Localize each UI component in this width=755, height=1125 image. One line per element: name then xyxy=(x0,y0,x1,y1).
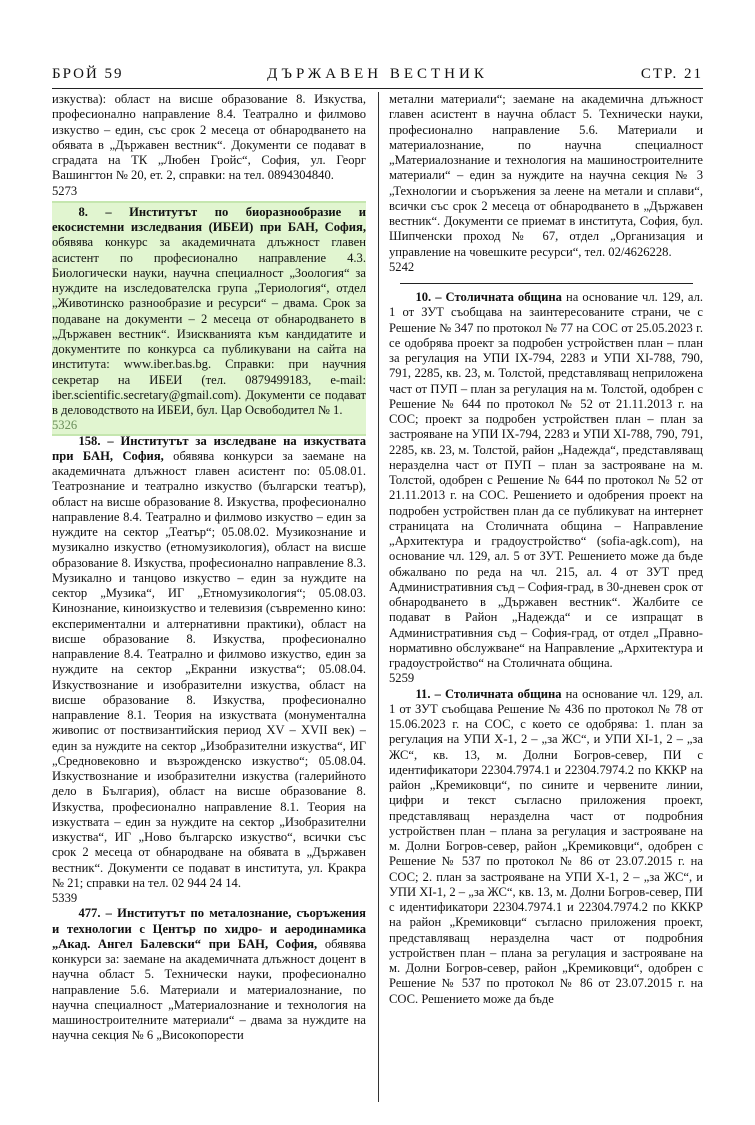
highlighted-announcement xyxy=(52,203,366,434)
page-number: СТР. 21 xyxy=(640,66,703,82)
announcement-lead: 11. – Столичната община xyxy=(415,686,562,701)
right-column xyxy=(389,92,703,1104)
announcement-art-institute xyxy=(52,434,366,892)
page-header xyxy=(52,66,703,86)
announcement-body: обявява конкурси за заемане на академичната длъжност главен асистент по: 05.08.01. Театрознание и театрално изкуство (български театър), област на висше образование 8. Изкуства, професионално направление 8.4. Театрално и филмово изкуство – един за нуждите на сектор „Театър“; 05.08.02. Музикознание и музикално изкуство (етномузикология), област на висше образование 8. Изкуства, професионално направление 8.3. Музикално и танцово изкуство – един за нуждите на сектор „Музика“, ИГ „Етномузикология“; 05.08.03. Кинознание, киноизкуство и телевизия (съвременно кино: експериментални и алтернативни практики), област на висше образование 8. Изкуства, професионално направление 8.4. Театрално и филмово изкуство, един за нуждите на сектор „Екранни изкуства“; 05.08.04. Изкуствознание и изобразителни изкуства, област на висше образование 8. Изкуства, професионално направление 8.1. Теория на изкуствата (монументална живопис от поствизантийския период XV – XVII век) – един за нуждите на сектор „Изобразителни изкуства“, ИГ „Средновековно и възрожденско изкуство“; 05.08.04. Изкуствознание и изобразителни изкуства (галерийното дело в България), област на висше образование 8. Изкуства, професионално направление 8.1. Теория на изкуствата – един за нуждите на сектор „Изобразителни изкуства“, ИГ „Ново българско изкуство“, всички със срок 2 месеца от обнародване на обявата в „Държавен вестник“. Документи се подават в института, ул. Кракра № 21; справки на тел. 02 944 24 14. xyxy=(52,448,366,890)
issue-number: БРОЙ 59 xyxy=(52,66,124,82)
announcement-number: 5259 xyxy=(389,671,415,686)
announcement-body: на основание чл. 129, ал. 1 от ЗУТ съобщава на заинтересованите страни, че с Решение № 347 по протокол № 77 на СОС от 25.05.2023 г. се одобрява проект за подробен устройствен план – план за регулация на УПИ IX-794, 2283 и УПИ XI-788, 790, 791, 2285, кв. 23, м. Толстой, представляващ неприложена част от ПУП – план за регулация на м. Толстой, одобрен с Решение № 644 по протокол № 52 от 21.11.2013 г. на СОС; проект за подробен устройствен план – план за застрояване на УПИ IX-794, 2283 и УПИ XI-788, 790, 791, 2285, кв. 23, м. Толстой, район „Надежда“, представляващ неразделна част от ПУП – план за застрояване на м. Толстой, одобрен с Решение № 644 по протокол № 52 от 21.11.2013 г. на СОС. Решението и одобрения проект на подробен устройствен план да се публикуват на интернет страницата на Столичната община – Направление „Архитектура и градоустройство“ (sofia-agk.com), на основание чл. 129, ал. 5 от ЗУТ. Решението може да бъде обжалвано по реда на чл. 215, ал. 4 от ЗУТ пред Административния съд – София-град, в 30-дневен срок от обнародването в „Държавен вестник“. Жалбите се подават в Район „Надежда“ и се изпращат в Административния съд – София-град, от отдел „Правно-нормативно обслужване“ на Направление „Архитектура и градоустройство“ на Столичната община. xyxy=(389,290,703,670)
announcement-lead: 158. – Институтът за изследване на изкуствата при БАН, София, xyxy=(52,433,366,463)
announcement-number: 5242 xyxy=(389,259,415,274)
announcement-body: обявява конкурс за академичната длъжност главен асистент по професионално направление 4.3. Биологически науки, научна специалност „Зоология“ за нуждите на изследователска група „Териология“, отдел „Животинско разнообразие и ресурси“ – двама. Срок за подаване на документи – 2 месеца от обнародването в „Държавен вестник“. Изискванията към кандидатите и документите по конкурса са публикувани на сайта на института: www.iber.bas.bg. Справки: при научния секретар на ИБЕИ (тел. 0879499183, e-mail: iber.scientific.secretary@gmail.com). Документи се подават в деловодството на ИБЕИ, бул. Цар Освободител № 1. xyxy=(52,235,366,417)
announcement-lead: 10. – Столичната община xyxy=(415,290,562,304)
announcement-body: на основание чл. 129, ал. 1 от ЗУТ съобщава Решение № 436 по протокол № 78 от 15.06.2023 г. на СОС, с което се одобрява: 1. план за регулация на УПИ Х-1, 2 – „за ЖС“, и УПИ XI-1, 2 – „за ЖС“, кв. 13, м. Долни Богров-север, ПИ с идентификатори 22304.7974.1 и 22304.7974.2 по КККР на район „Кремиковци“, по сините и червените линии, цифри и текст съгласно приложения проект, представляващ неразделна част от подробния устройствен план – плана за регулация и застрояване на м. Долни Богров-север, район „Кремиковци“, одобрен с Решение № 537 по протокол № 86 от 23.07.2015 г. на СОС; 2. план за застрояване на УПИ Х-1, 2 – „за ЖС“, и УПИ XI-1, 2 – „за ЖС“, кв. 13, м. Долни Богров-север, ПИ с идентификатори 22304.7974.1 и 22304.7974.2 по КККР на район „Кремиковци“ съгласно приложения проект, представляващ неразделна част от подробния устройствен план – плана за регулация и застрояване на м. Долни Богров-север, район „Кремиковци“, одобрен с Решение № 537 по протокол № 86 от 23.07.2015 г. на СОС. Решението може да бъде xyxy=(389,686,703,1006)
announcement-lead: 477. – Институтът по металознание, съоръжения и технологии с Център по хидро- и аеродинамика „Акад. Ангел Балевски“ при БАН, София, xyxy=(52,906,366,951)
announcement-ibei xyxy=(52,205,366,419)
announcement-lead: 8. – Институтът по биоразнообразие и екосистемни изследвания (ИБЕИ) при БАН, София, xyxy=(52,204,366,234)
announcement-number: 5273 xyxy=(52,183,78,198)
announcement-number: 5339 xyxy=(52,891,78,905)
left-column xyxy=(52,92,366,1104)
announcement-sofia-10 xyxy=(389,290,703,671)
announcement-continuation: метални материали“; заемане на академична длъжност главен асистент в научна област 5. Технически науки, професионално направление 5.6. Материали и материалознание, по научна специалност „Материалознание и технология на машиностроителните материали“ – един за нуждите на научна секция № 3 „Технологии и съоръжения за леене на метали и сплави“, всички със срок 2 месеца от обнародването в „Държавен вестник“. Документи се приемат в института, София, бул. Шипченски проход № 67, отдел „Организация и управление на човешките ресурси“, тел. 02/4626228. xyxy=(389,92,703,259)
publication-title: ДЪРЖАВЕН ВЕСТНИК xyxy=(267,66,488,82)
announcement-continuation: изкуства): област на висше образование 8. Изкуства, професионално направление 8.4. Театрално и филмово изкуство – един, със срок 2 месеца от обнародването на обявата в „Държавен вестник“. Документи се подават в сградата на ТК „Любен Гройс“, София, ул. Георг Вашингтон № 20, ет. 2, справки: на тел. 0894304840. xyxy=(52,92,366,183)
section-divider xyxy=(400,283,693,284)
announcement-number: 5326 xyxy=(52,418,78,433)
column-divider xyxy=(378,92,379,1102)
header-rule xyxy=(52,88,703,89)
announcement-body: обявява конкурси за: заемане на академичната длъжност доцент в научна област 5. Технически науки, професионално направление 5.6. Материали и материалознание, по научна специалност „Материалознание и технология на машиностроителните материали“ – двама за нуждите на научна секция № 6 „Високопорести xyxy=(52,936,366,1043)
announcement-metal-institute xyxy=(52,906,366,1043)
announcement-sofia-11 xyxy=(389,687,703,1007)
